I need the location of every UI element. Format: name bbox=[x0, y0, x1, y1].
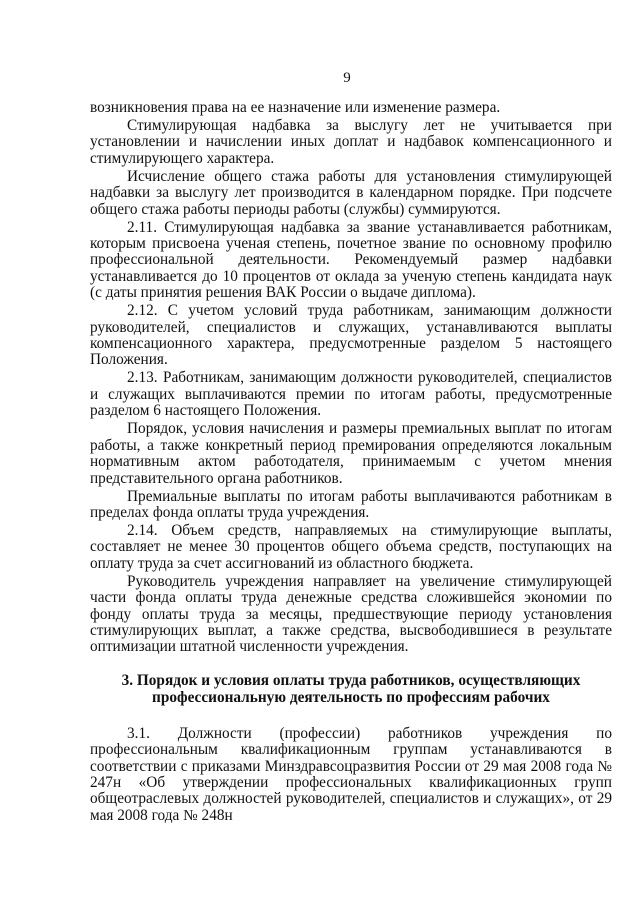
paragraph-director-savings: Руководитель учреждения направляет на увеличение стимулирующей части фонда оплаты труда денежные средства сложившейся экономии по фонду оплаты труда за месяцы, предшествующие периоду установления стимулирующих выплат, а также средства, высвободившиеся в результате оптимизации штатной численности учреждения. bbox=[90, 572, 612, 656]
page-number: 9 bbox=[343, 70, 351, 86]
section-3-heading bbox=[90, 672, 612, 706]
paragraph-3-1: 3.1. Должности (профессии) работников учреждения по профессиональным квалификационным группам устанавливаются в соответствии с приказами Минздравсоцразвития России от 29 мая 2008 года № 247н «Об утверждении профессиональных квалификационных групп общеотраслевых должностей руководителей, специалистов и служащих», от 29 мая 2008 года № 248н bbox=[90, 724, 612, 824]
paragraph-2-14: 2.14. Объем средств, направляемых на стимулирующие выплаты, составляет не менее 30 процентов общего объема средств, поступающих на оплату труда за счет ассигнований из областного бюджета. bbox=[90, 521, 612, 572]
paragraph-2-13: 2.13. Работникам, занимающим должности руководителей, специалистов и служащих выплачиваются премии по итогам работы, предусмотренные разделом 6 настоящего Положения. bbox=[90, 369, 612, 420]
paragraph-seniority-exclusion: Стимулирующая надбавка за выслугу лет не учитывается при установлении и начислении иных доплат и надбавок компенсационного и стимулирующего характера. bbox=[90, 117, 612, 167]
document-body bbox=[90, 100, 612, 826]
paragraph-seniority-calculation: Исчисление общего стажа работы для установления стимулирующей надбавки за выслугу лет производится в календарном порядке. При подсчете общего стажа работы периоды работы (службы) суммируются. bbox=[90, 167, 612, 218]
paragraph-continuation: возникновения права на ее назначение или изменение размера. bbox=[90, 99, 501, 116]
paragraph-bonus-payments: Премиальные выплаты по итогам работы выплачиваются работникам в пределах фонда оплаты труда учреждения. bbox=[90, 487, 612, 521]
section-3-heading-line-2: профессиональную деятельность по профессиям рабочих bbox=[152, 688, 550, 706]
paragraph-2-11: 2.11. Стимулирующая надбавка за звание устанавливается работникам, которым присвоена ученая степень, почетное звание по основному профилю профессиональной деятельности. Рекомендуемый размер надбавки устанавливается до 10 процентов от оклада за ученую степень кандидата наук (с даты принятия решения ВАК России о выдаче диплома). bbox=[90, 218, 612, 302]
paragraph-bonus-procedure: Порядок, условия начисления и размеры премиальных выплат по итогам работы, а также конкретный период премирования определяются локальным нормативным актом работодателя, принимаемым с учетом мнения представительного органа работников. bbox=[90, 420, 612, 487]
paragraph-2-12: 2.12. С учетом условий труда работникам, занимающим должности руководителей, специалистов и служащих, устанавливаются выплаты компенсационного характера, предусмотренные разделом 5 настоящего Положения. bbox=[90, 302, 612, 369]
section-3-heading-line-1: 3. Порядок и условия оплаты труда работников, осуществляющих bbox=[121, 671, 581, 689]
